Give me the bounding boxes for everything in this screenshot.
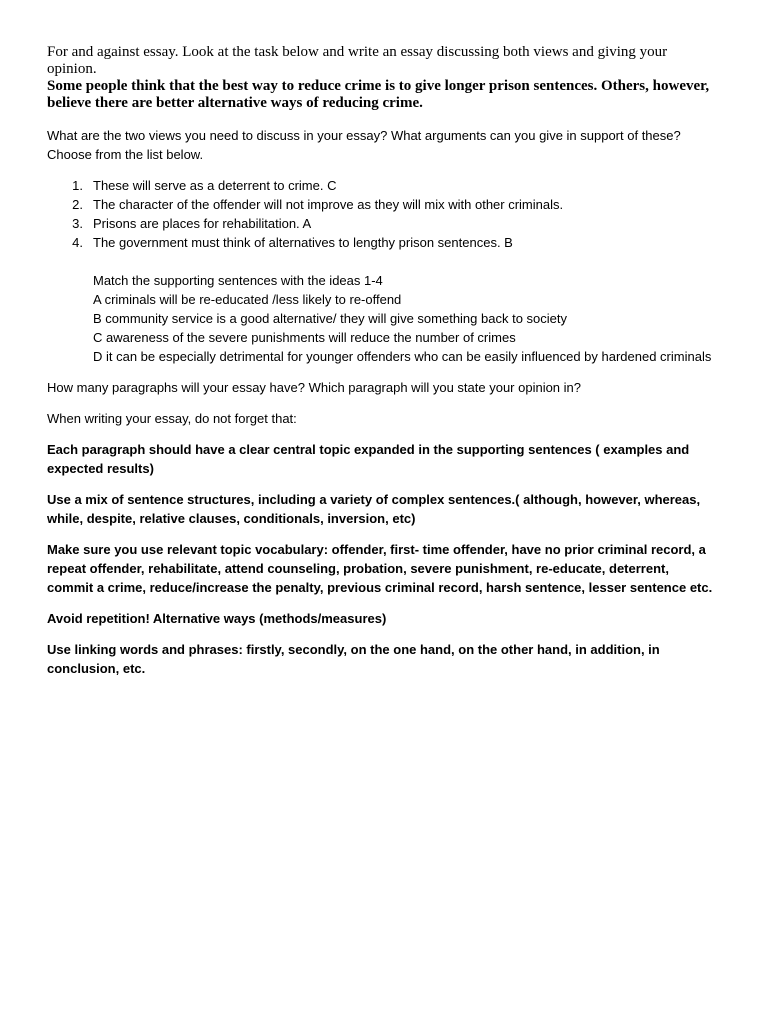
match-option-a: A criminals will be re-educated /less likely to re-offend [93, 292, 402, 307]
discussion-question: What are the two views you need to discuss in your essay? What arguments can you give in support of these? Choose from the list below. [47, 128, 681, 162]
tip-topic-vocabulary: Make sure you use relevant topic vocabulary: offender, first- time offender, have no prior criminal record, a repeat offender, rehabilitate, attend counseling, probation, severe punishment, re-educate, deterrent, commit a crime, reduce/increase the penalty, previous criminal record, harsh sentence, lesser sentence etc. [47, 542, 713, 595]
list-item-text: The character of the offender will not improve as they will mix with other criminals. [93, 197, 564, 212]
list-item-text: Prisons are places for rehabilitation. A [93, 216, 312, 231]
match-option-d: D it can be especially detrimental for younger offenders who can be easily influenced by hardened criminals [93, 349, 712, 364]
list-item-number: 2. [72, 197, 83, 212]
tip-linking-words: Use linking words and phrases: firstly, secondly, on the one hand, on the other hand, in addition, in conclusion, etc. [47, 642, 660, 676]
list-item-text: The government must think of alternatives to lengthy prison sentences. B [93, 235, 513, 250]
match-option-b: B community service is a good alternative/ they will give something back to society [93, 311, 567, 326]
list-item-number: 1. [72, 178, 83, 193]
match-exercise [93, 271, 716, 366]
tip-paragraph-topic: Each paragraph should have a clear central topic expanded in the supporting sentences ( examples and expected results) [47, 442, 690, 476]
tip-avoid-repetition: Avoid repetition! Alternative ways (methods/measures) [47, 611, 387, 626]
paragraph-question: How many paragraphs will your essay have? Which paragraph will you state your opinion in? [47, 380, 581, 395]
list-item [47, 214, 716, 233]
match-heading: Match the supporting sentences with the ideas 1-4 [93, 273, 383, 288]
tip-sentence-structures: Use a mix of sentence structures, including a variety of complex sentences.( although, however, whereas, while, despite, relative clauses, conditionals, inversion, etc) [47, 492, 701, 526]
list-item [47, 233, 716, 252]
ideas-list [47, 176, 716, 252]
intro-text: For and against essay. Look at the task below and write an essay discussing both views and giving your opinion. [47, 44, 668, 77]
list-item-number: 3. [72, 216, 83, 231]
list-item-text: These will serve as a deterrent to crime. C [93, 178, 337, 193]
task-statement: Some people think that the best way to reduce crime is to give longer prison sentences. Others, however, believe there are better alternative ways of reducing crime. [47, 78, 710, 111]
list-item [47, 195, 716, 214]
reminder-text: When writing your essay, do not forget that: [47, 411, 297, 426]
list-item [47, 176, 716, 195]
list-item-number: 4. [72, 235, 83, 250]
match-option-c: C awareness of the severe punishments will reduce the number of crimes [93, 330, 516, 345]
